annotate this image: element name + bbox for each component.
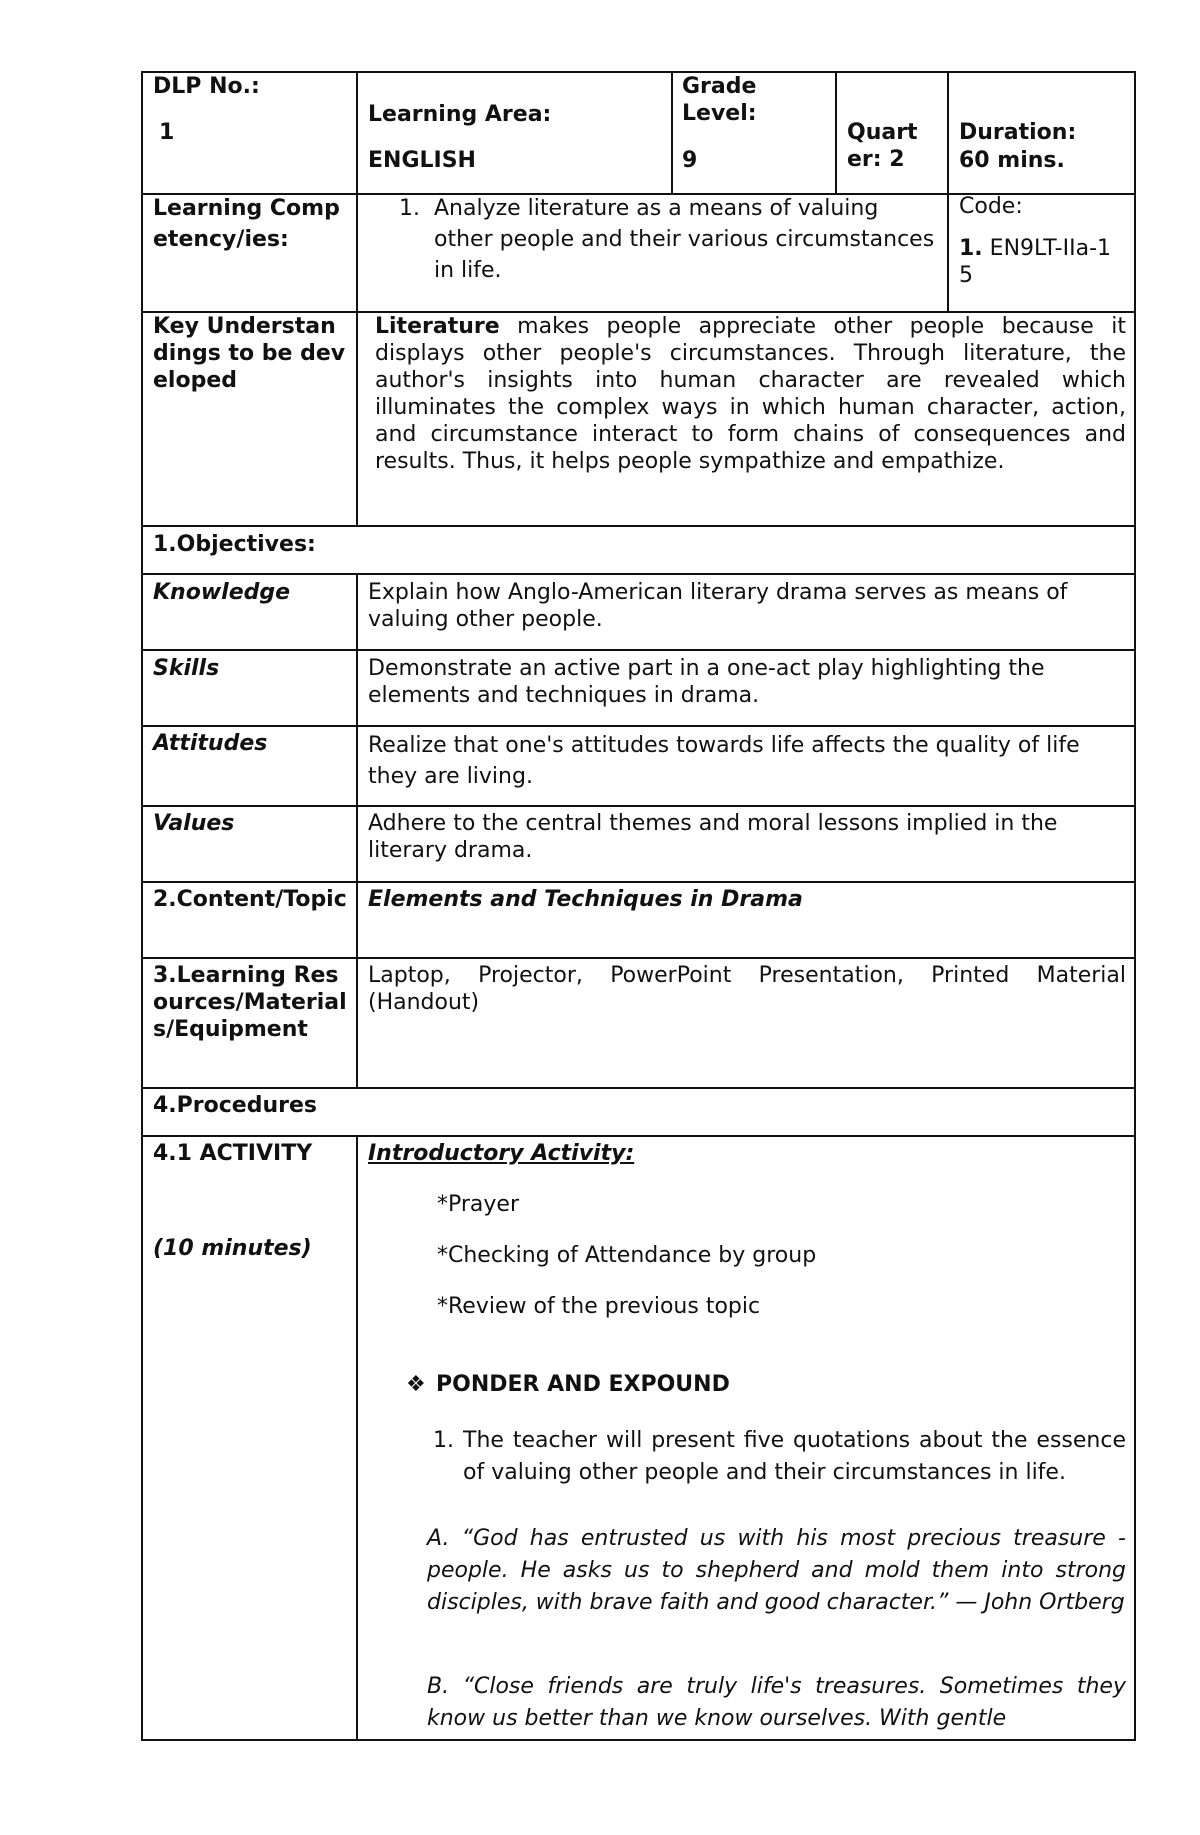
row-divider (141, 649, 1136, 651)
resources-label: 3.Learning Resources/Materials/Equipment (153, 963, 347, 1042)
knowledge-text: Explain how Anglo-American literary drama serves as means of valuing other people. (368, 580, 1068, 632)
row-divider (141, 957, 1136, 959)
code-value (959, 235, 1114, 289)
intro-activity-title: Introductory Activity: (368, 1141, 635, 1166)
dlp-label: DLP No.: (153, 74, 260, 99)
row-divider (141, 525, 1136, 527)
ponder-heading: PONDER AND EXPOUND (436, 1372, 730, 1397)
competency-label: Learning Competency/ies: (153, 196, 340, 252)
duration-value: 60 mins. (959, 148, 1065, 173)
duration-label: Duration: (959, 120, 1077, 145)
values-label: Values (153, 811, 235, 836)
ponder-step (433, 1425, 1126, 1489)
ponder-step-text: The teacher will present five quotations about the essence of valuing other people and their circumstances in life. (463, 1428, 1126, 1485)
row-divider (141, 1135, 1136, 1137)
ponder-step-number: 1. (433, 1428, 454, 1453)
quote-b: B. “Close friends are truly life's treasures. Sometimes they know us better than we know ourselves. With gentle (427, 1674, 1126, 1731)
bullet-review: *Review of the previous topic (437, 1294, 761, 1319)
quote-a: A. “God has entrusted us with his most precious treasure - people. He asks us to shepherd and mold them into strong disciples, with brave faith and good character.” — John Ortberg (427, 1526, 1126, 1615)
column-divider (947, 71, 949, 311)
row-divider (141, 573, 1136, 575)
content-value: Elements and Techniques in Drama (368, 887, 803, 912)
code-number: 1. (959, 236, 983, 261)
column-divider (356, 71, 358, 525)
grade-level-label: Grade Level: (682, 74, 757, 126)
column-divider (356, 1135, 358, 1741)
dlp-value: 1 (159, 120, 175, 145)
learning-area-value: ENGLISH (368, 148, 476, 173)
resources-value: Laptop, Projector, PowerPoint Presentation, Printed Material (Handout) (368, 963, 1126, 1015)
row-divider (141, 1087, 1136, 1089)
activity-time: (10 minutes) (153, 1236, 312, 1261)
table-border-left (141, 71, 143, 1741)
skills-text: Demonstrate an active part in a one-act play highlighting the elements and techniques in drama. (368, 656, 1045, 708)
activity-label: 4.1 ACTIVITY (153, 1141, 313, 1166)
competency-item (399, 193, 939, 286)
column-divider (356, 573, 358, 1087)
key-understanding-body: makes people appreciate other people because it displays other people's circumstances. Through literature, the author's insights into human character are revealed which illuminates the complex ways in which human character, action, and circumstance interact to form chains of consequences and results. Thus, it helps people sympathize and empathize. (375, 314, 1126, 474)
column-divider (835, 71, 837, 193)
attitudes-label: Attitudes (153, 731, 268, 756)
row-divider (141, 725, 1136, 727)
values-text: Adhere to the central themes and moral lessons implied in the literary drama. (368, 811, 1058, 863)
content-label: 2.Content/Topic (153, 887, 347, 912)
attitudes-text: Realize that one's attitudes towards life affects the quality of life they are living. (368, 733, 1080, 789)
code-text: EN9LT-IIa-15 (959, 236, 1112, 288)
learning-area-label: Learning Area: (368, 102, 552, 127)
key-understanding-lead: Literature (375, 314, 500, 339)
table-border-right (1134, 71, 1136, 1741)
grade-level-value: 9 (682, 148, 698, 173)
bullet-attendance: *Checking of Attendance by group (437, 1243, 817, 1268)
lesson-plan-table (141, 71, 1136, 1741)
ponder-section (406, 1371, 1106, 1398)
bullet-prayer: *Prayer (437, 1192, 520, 1217)
key-understanding-text (375, 313, 1126, 475)
procedures-heading: 4.Procedures (153, 1093, 317, 1118)
diamond-bullet-icon: ❖ (406, 1372, 426, 1397)
quarter-value: Quarter: 2 (847, 120, 918, 172)
column-divider (671, 71, 673, 193)
code-label: Code: (959, 194, 1023, 219)
skills-label: Skills (153, 656, 220, 681)
key-understanding-label: Key Understandings to be developed (153, 314, 346, 393)
row-divider (141, 881, 1136, 883)
objectives-heading: 1.Objectives: (153, 532, 316, 557)
knowledge-label: Knowledge (153, 580, 291, 605)
row-divider (141, 805, 1136, 807)
competency-item-number: 1. (399, 196, 420, 221)
table-border-bottom (141, 1739, 1136, 1741)
competency-item-text: Analyze literature as a means of valuing other people and their various circumstances in life. (434, 196, 935, 283)
